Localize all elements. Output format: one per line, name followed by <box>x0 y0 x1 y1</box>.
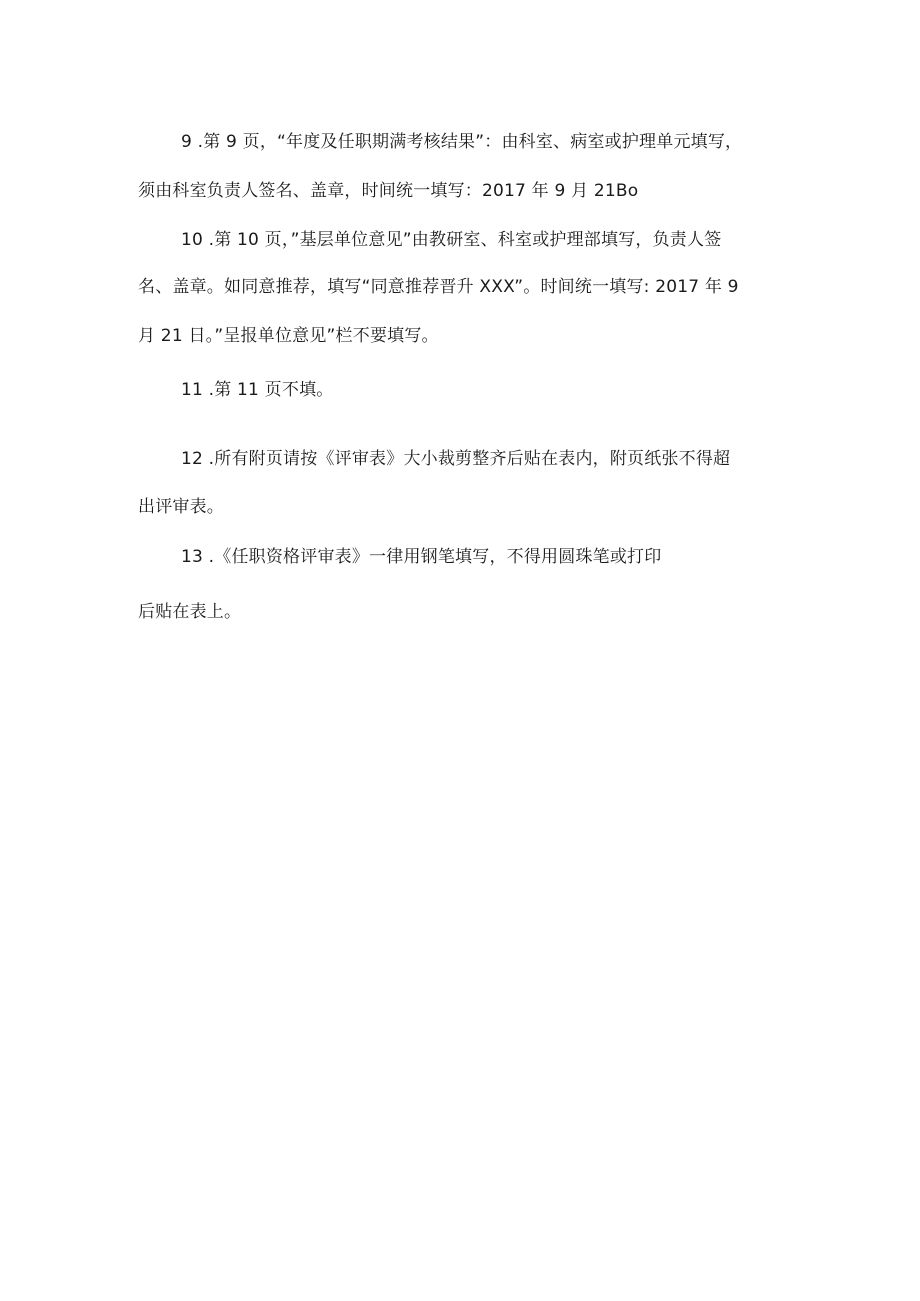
item-9-line-1: 9 .第 9 页，“年度及任职期满考核结果”：由科室、病室或护理单元填写， <box>181 132 743 152</box>
item-12-line-2: 出评审表。 <box>138 497 224 517</box>
item-10-line-3: 月 21 日。”呈报单位意见”栏不要填写。 <box>138 326 439 346</box>
item-12-line-1: 12 .所有附页请按《评审表》大小裁剪整齐后贴在表内，附页纸张不得超 <box>181 449 731 469</box>
item-13-line-1: 13 .《任职资格评审表》一律用钢笔填写，不得用圆珠笔或打印 <box>181 547 662 567</box>
item-10-line-1: 10 .第 10 页，”基层单位意见”由教研室、科室或护理部填写，负责人签 <box>181 230 722 250</box>
item-11-line-1: 11 .第 11 页不填。 <box>181 380 334 400</box>
item-13-line-2: 后贴在表上。 <box>138 602 242 622</box>
item-9-line-2: 须由科室负责人签名、盖章，时间统一填写：2017 年 9 月 21Bo <box>138 181 639 201</box>
item-10-line-2: 名、盖章。如同意推荐，填写“同意推荐晋升 XXX”。时间统一填写: 2017 年 9 <box>138 277 739 297</box>
